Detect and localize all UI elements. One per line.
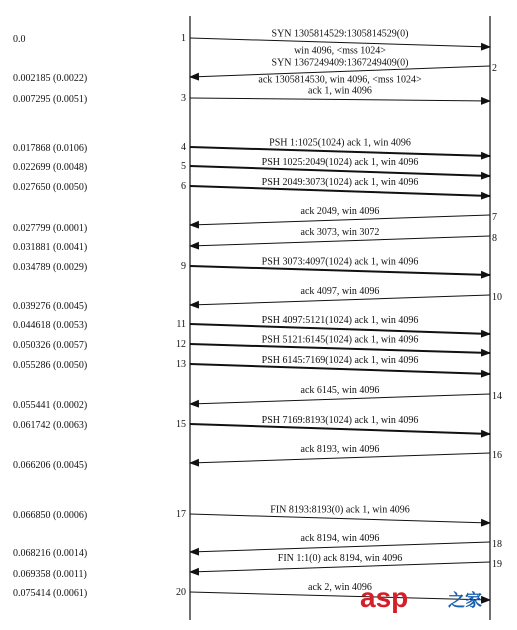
segment-label: PSH 2049:3073(1024) ack 1, win 4096	[261, 177, 419, 188]
segment-label-secondary: ack 1305814530, win 4096, <mss 1024>	[258, 74, 422, 86]
segment-arrow	[190, 98, 490, 101]
segment-time: 0.007295 (0.0051)	[13, 94, 88, 105]
segment-label: PSH 4097:5121(1024) ack 1, win 4096	[261, 315, 419, 326]
segment-time: 0.002185 (0.0022)	[13, 73, 88, 84]
segment-time: 0.055441 (0.0002)	[13, 400, 88, 411]
segment-5	[13, 157, 490, 176]
segment-number: 20	[176, 587, 186, 598]
segment-number: 5	[181, 161, 186, 172]
segment-12	[13, 335, 490, 354]
segment-number: 6	[181, 181, 186, 192]
segment-label: ack 4097, win 4096	[300, 286, 380, 297]
segment-number: 17	[176, 509, 186, 520]
segment-time: 0.055286 (0.0050)	[13, 360, 88, 371]
segment-number: 16	[492, 450, 502, 461]
segment-1	[13, 29, 490, 57]
segment-number: 7	[492, 212, 497, 223]
watermark	[360, 582, 482, 613]
segments-layer	[13, 29, 502, 601]
segment-time: 0.069358 (0.0011)	[13, 569, 87, 580]
segment-16	[13, 444, 502, 471]
segment-time: 0.044618 (0.0053)	[13, 320, 88, 331]
segment-number: 14	[492, 391, 502, 402]
segment-label: ack 1, win 4096	[308, 85, 372, 97]
segment-label: SYN 1367249409:1367249409(0)	[271, 57, 409, 69]
segment-15	[13, 415, 490, 434]
segment-11	[13, 315, 490, 334]
segment-label: ack 2, win 4096	[308, 582, 372, 593]
segment-time: 0.066850 (0.0006)	[13, 510, 88, 521]
segment-number: 1	[181, 33, 186, 44]
segment-number: 9	[181, 261, 186, 272]
segment-time: 0.075414 (0.0061)	[13, 588, 88, 599]
segment-label: PSH 1:1025(1024) ack 1, win 4096	[269, 137, 411, 149]
segment-number: 8	[492, 233, 497, 244]
segment-10	[13, 286, 502, 312]
segment-label: FIN 1:1(0) ack 8194, win 4096	[277, 553, 403, 564]
segment-2	[13, 58, 497, 86]
segment-number: 4	[181, 142, 186, 153]
segment-number: 11	[176, 319, 186, 330]
segment-18	[13, 533, 502, 559]
segment-6	[13, 177, 490, 196]
segment-label: ack 8193, win 4096	[300, 444, 380, 455]
segment-number: 19	[492, 559, 502, 570]
segment-label: ack 8194, win 4096	[300, 533, 380, 544]
segment-label: ack 2049, win 4096	[300, 206, 380, 217]
segment-label: FIN 8193:8193(0) ack 1, win 4096	[270, 504, 410, 516]
segment-label: PSH 7169:8193(1024) ack 1, win 4096	[261, 415, 419, 426]
segment-label: ack 6145, win 4096	[300, 385, 380, 396]
segment-label: PSH 6145:7169(1024) ack 1, win 4096	[261, 355, 419, 366]
watermark-suffix: 之家	[448, 591, 482, 611]
segment-number: 2	[492, 63, 497, 74]
segment-number: 3	[181, 93, 186, 104]
segment-arrow	[190, 592, 490, 600]
segment-time: 0.061742 (0.0063)	[13, 420, 88, 431]
segment-4	[13, 138, 490, 157]
segment-label: PSH 1025:2049(1024) ack 1, win 4096	[261, 157, 419, 168]
segment-label: SYN 1305814529:1305814529(0)	[271, 28, 409, 40]
segment-time: 0.022699 (0.0048)	[13, 162, 88, 173]
segment-number: 10	[492, 292, 502, 303]
segment-time: 0.0	[13, 34, 26, 45]
watermark-brand: asp	[360, 582, 409, 613]
segment-time: 0.068216 (0.0014)	[13, 548, 88, 559]
segment-number: 12	[176, 339, 186, 350]
segment-time: 0.017868 (0.0106)	[13, 143, 88, 154]
segment-time: 0.050326 (0.0057)	[13, 340, 88, 351]
segment-7	[13, 206, 497, 234]
segment-label: PSH 3073:4097(1024) ack 1, win 4096	[261, 256, 419, 268]
segment-13	[13, 355, 490, 374]
segment-time: 0.066206 (0.0045)	[13, 460, 88, 471]
segment-number: 15	[176, 419, 186, 430]
segment-time: 0.027650 (0.0050)	[13, 182, 88, 193]
segment-number: 18	[492, 539, 502, 550]
segment-time: 0.031881 (0.0041)	[13, 242, 88, 253]
segment-20	[13, 582, 490, 600]
segment-time: 0.039276 (0.0045)	[13, 301, 88, 312]
segment-label: PSH 5121:6145(1024) ack 1, win 4096	[261, 334, 419, 346]
segment-3	[13, 86, 490, 106]
segment-time: 0.034789 (0.0029)	[13, 262, 88, 273]
segment-9	[13, 257, 490, 276]
segment-label: ack 3073, win 3072	[300, 227, 380, 238]
segment-17	[13, 505, 490, 524]
segment-number: 13	[176, 359, 186, 370]
segment-14	[13, 385, 502, 411]
segment-time: 0.027799 (0.0001)	[13, 223, 88, 234]
segment-label-secondary: win 4096, <mss 1024>	[294, 45, 386, 57]
